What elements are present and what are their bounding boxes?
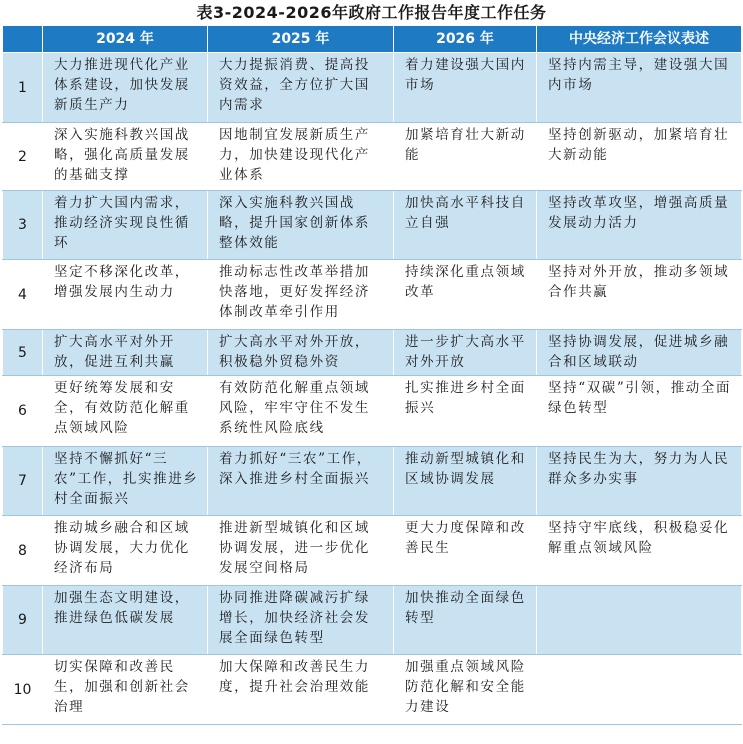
cell-2024: 更好统筹发展和安全，有效防范化解重点领域风险 (43, 376, 208, 447)
cell-2024: 坚持不懈抓好“三农”工作，扎实推进乡村全面振兴 (43, 447, 208, 516)
cell-2026: 加快高水平科技自立自强 (394, 191, 537, 260)
cell-ceec: 坚持守牢底线，积极稳妥化解重点领域风险 (537, 516, 742, 586)
table-row (3, 655, 742, 725)
table-row (3, 586, 742, 655)
cell-2025: 推动标志性改革举措加快落地，更好发挥经济体制改革牵引作用 (208, 260, 394, 330)
cell-ceec: 坚持民生为大，努力为人民群众多办实事 (537, 447, 742, 516)
work-task-table (2, 26, 742, 725)
cell-2025: 因地制宜发展新质生产力，加快建设现代化产业体系 (208, 123, 394, 191)
cell-2026: 更大力度保障和改善民生 (394, 516, 537, 586)
cell-2026: 推动新型城镇化和区域协调发展 (394, 447, 537, 516)
cell-ceec: 坚持协调发展，促进城乡融合和区域联动 (537, 330, 742, 376)
header-row (3, 26, 742, 53)
table-row (3, 53, 742, 123)
row-number: 1 (3, 53, 43, 123)
cell-2026: 持续深化重点领域改革 (394, 260, 537, 330)
cell-2025: 加大保障和改善民生力度，提升社会治理效能 (208, 655, 394, 725)
cell-2024: 着力扩大国内需求，推动经济实现良性循环 (43, 191, 208, 260)
cell-2024: 大力推进现代化产业体系建设，加快发展新质生产力 (43, 53, 208, 123)
cell-2025: 深入实施科教兴国战略，提升国家创新体系整体效能 (208, 191, 394, 260)
cell-2024: 推动城乡融合和区域协调发展，大力优化经济布局 (43, 516, 208, 586)
row-number: 4 (3, 260, 43, 330)
row-number: 8 (3, 516, 43, 586)
header-index (3, 26, 43, 53)
cell-2026: 着力建设强大国内市场 (394, 53, 537, 123)
header-2024: 2024 年 (43, 26, 208, 53)
table-row (3, 516, 742, 586)
table-row (3, 260, 742, 330)
cell-2025: 着力抓好“三农”工作，深入推进乡村全面振兴 (208, 447, 394, 516)
cell-ceec: 坚持内需主导，建设强大国内市场 (537, 53, 742, 123)
cell-2024: 坚定不移深化改革，增强发展内生动力 (43, 260, 208, 330)
table-row (3, 123, 742, 191)
cell-2024: 切实保障和改善民生，加强和创新社会治理 (43, 655, 208, 725)
cell-2026: 加快推动全面绿色转型 (394, 586, 537, 655)
row-number: 3 (3, 191, 43, 260)
row-number: 6 (3, 376, 43, 447)
cell-ceec: 坚持创新驱动，加紧培育壮大新动能 (537, 123, 742, 191)
cell-2026: 加强重点领域风险防范化解和安全能力建设 (394, 655, 537, 725)
cell-ceec: 坚持改革攻坚，增强高质量发展动力活力 (537, 191, 742, 260)
row-number: 5 (3, 330, 43, 376)
table-row (3, 191, 742, 260)
header-2026: 2026 年 (394, 26, 537, 53)
header-2025: 2025 年 (208, 26, 394, 53)
cell-2026: 扎实推进乡村全面振兴 (394, 376, 537, 447)
row-number: 10 (3, 655, 43, 725)
cell-2025: 扩大高水平对外开放，积极稳外贸稳外资 (208, 330, 394, 376)
cell-2025: 有效防范化解重点领域风险，牢牢守住不发生系统性风险底线 (208, 376, 394, 447)
cell-ceec (537, 655, 742, 725)
table-title: 表3-2024-2026年政府工作报告年度工作任务 (196, 3, 547, 22)
cell-2026: 进一步扩大高水平对外开放 (394, 330, 537, 376)
table-row (3, 330, 742, 376)
row-number: 7 (3, 447, 43, 516)
row-number: 2 (3, 123, 43, 191)
cell-2025: 协同推进降碳减污扩绿增长，加快经济社会发展全面绿色转型 (208, 586, 394, 655)
table-row (3, 447, 742, 516)
cell-2025: 推进新型城镇化和区域协调发展，进一步优化发展空间格局 (208, 516, 394, 586)
cell-ceec: 坚持对外开放，推动多领域合作共赢 (537, 260, 742, 330)
row-number: 9 (3, 586, 43, 655)
cell-2024: 深入实施科教兴国战略，强化高质量发展的基础支撑 (43, 123, 208, 191)
cell-ceec (537, 586, 742, 655)
header-ceec: 中央经济工作会议表述 (537, 26, 742, 53)
cell-2026: 加紧培育壮大新动能 (394, 123, 537, 191)
cell-2024: 加强生态文明建设，推进绿色低碳发展 (43, 586, 208, 655)
table-row (3, 376, 742, 447)
cell-2025: 大力提振消费、提高投资效益，全方位扩大国内需求 (208, 53, 394, 123)
cell-2024: 扩大高水平对外开放，促进互利共赢 (43, 330, 208, 376)
cell-ceec: 坚持“双碳”引领，推动全面绿色转型 (537, 376, 742, 447)
